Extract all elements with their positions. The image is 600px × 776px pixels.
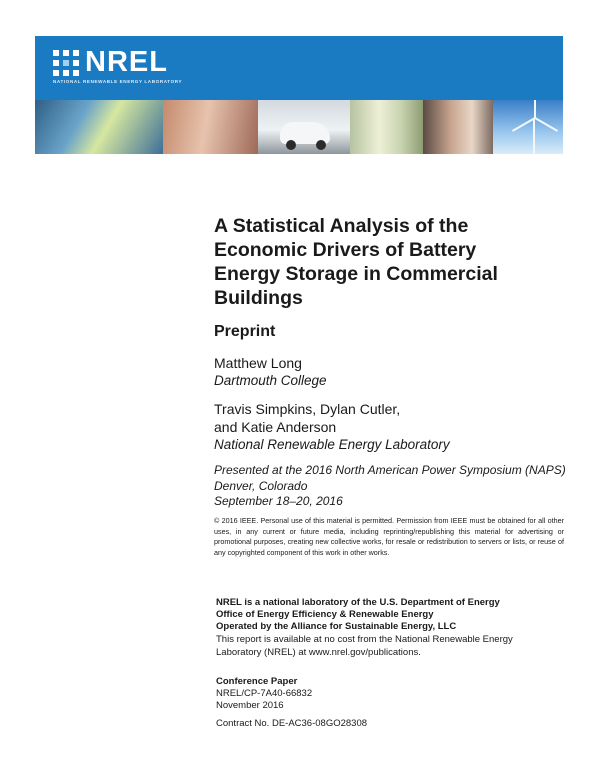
nrel-statement-line: Operated by the Alliance for Sustainable Energy, LLC [216,621,457,632]
event-name: Presented at the 2016 North American Power Symposium (NAPS) [214,463,566,477]
photo-wind-turbine [493,100,563,154]
turbine-blade [534,100,536,118]
nrel-statement-line: NREL is a national laboratory of the U.S. Department of Energy [216,597,500,608]
availability-note: This report is available at no cost from the National Renewable Energy Laboratory (NREL) at www.nrel.gov/publications. [216,634,513,658]
nrel-statement [216,597,500,633]
document-subtitle: Preprint [214,323,276,340]
logo-text: NREL [85,46,168,78]
title-line: Economic Drivers of Battery [214,239,477,261]
copyright-notice: © 2016 IEEE. Personal use of this material is permitted. Permission from IEEE must be obtained for all other uses, in any current or future media, including reprinting/republishing this material for advertising or promotional purposes, creating new collective works, for resale or redistribution to servers or lists, or reuse of any copyrighted component of this work in other works. [214,516,564,557]
report-number: NREL/CP-7A40-66832 [216,688,313,699]
report-info [216,676,312,712]
header-banner [35,36,563,100]
nrel-statement-line: Office of Energy Efficiency & Renewable Energy [216,609,434,620]
report-date: November 2016 [216,700,284,711]
event-dates: September 18–20, 2016 [214,494,343,508]
author-name: and Katie Anderson [214,419,337,435]
photo-researchers [35,100,163,154]
author-name: Travis Simpkins, Dylan Cutler, [214,401,401,417]
turbine-pole [533,118,535,154]
author-affiliation: Dartmouth College [214,373,327,388]
title-line: Energy Storage in Commercial [214,263,498,285]
photo-biofuel-tubes [350,100,423,154]
author-affiliation: National Renewable Energy Laboratory [214,437,450,452]
title-line: A Statistical Analysis of the [214,215,469,237]
report-type: Conference Paper [216,676,298,687]
contract-number: Contract No. DE-AC36-08GO28308 [216,718,368,729]
title-line: Buildings [214,287,303,309]
nrel-logo [53,48,168,77]
turbine-blade [535,117,559,132]
photo-strip [35,100,563,154]
photo-scientist [423,100,493,154]
photo-solar-cell [163,100,258,154]
car-wheel [286,140,296,150]
author-name: Matthew Long [214,355,302,371]
event-info [214,463,566,510]
document-title [214,214,554,310]
logo-subtitle: NATIONAL RENEWABLE ENERGY LABORATORY [53,79,183,84]
event-location: Denver, Colorado [214,478,308,493]
car-wheel [316,140,326,150]
photo-electric-car [258,100,350,154]
nrel-logo-mark-icon [53,50,79,76]
turbine-blade [512,117,536,132]
